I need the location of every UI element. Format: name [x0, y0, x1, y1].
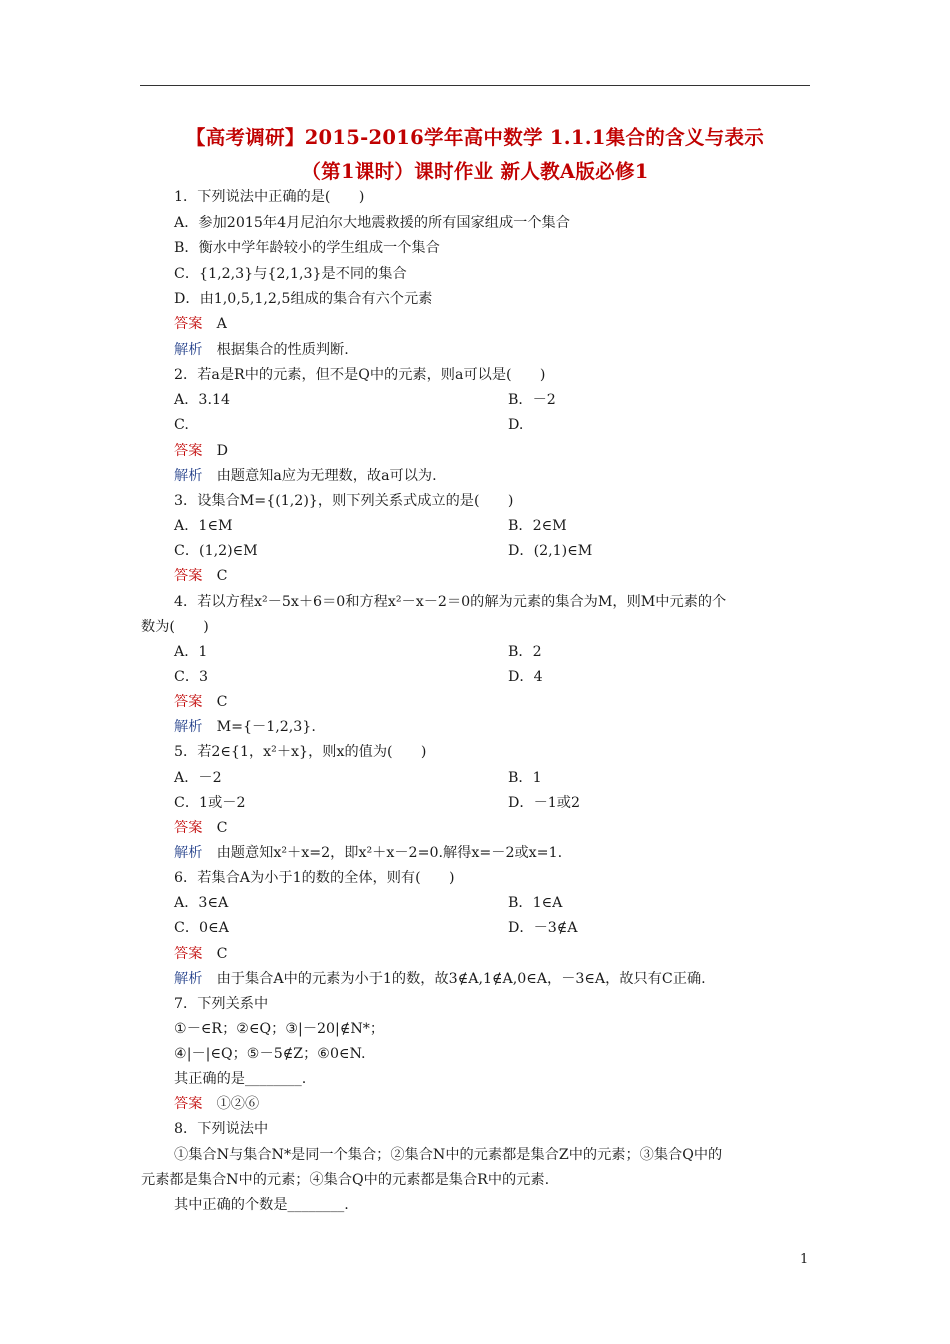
line-text: 1．下列说法中正确的是( ) [174, 189, 365, 205]
line-text: B．2∈M [508, 518, 567, 534]
line-text: C．0∈A [174, 920, 229, 936]
text-line-j5 [174, 843, 562, 863]
text-line-q1b [174, 238, 440, 258]
text-line-q8 [174, 1119, 268, 1139]
text-line-a1 [174, 314, 227, 334]
text-line-q5b [508, 768, 542, 788]
line-text: ①②⑥ [202, 1096, 260, 1112]
text-line-q4w [141, 617, 209, 637]
text-line-a5 [174, 818, 227, 838]
line-text: A．3∈A [174, 895, 229, 911]
line-text: 其正确的是________. [174, 1071, 307, 1087]
line-text: 数为( ) [141, 619, 209, 635]
line-text: D．－1或2 [508, 795, 580, 811]
text-line-q7 [174, 994, 268, 1014]
line-text: 由题意知a应为无理数，故a可以为. [202, 468, 437, 484]
line-text: ④|－|∈Q；⑤－5∉Z；⑥0∈N. [174, 1046, 366, 1062]
text-line-q4a [174, 642, 207, 662]
line-text: A．1 [174, 644, 208, 660]
line-text: 7．下列关系中 [174, 996, 269, 1012]
text-line-q1 [174, 187, 364, 207]
line-text: 其中正确的个数是________. [174, 1197, 349, 1213]
line-text: D. [508, 417, 524, 433]
answer-label: 答案 [174, 568, 203, 584]
line-text: C [202, 568, 228, 584]
text-line-q5a [174, 768, 222, 788]
line-text: D [202, 443, 228, 459]
document-title-line-2: （第1课时）课时作业 新人教A版必修1 [301, 160, 649, 183]
text-line-q5 [174, 742, 426, 762]
line-text: B．2 [508, 644, 542, 660]
line-text: D．(2,1)∈M [508, 543, 593, 559]
line-text: C．{1,2,3}与{2,1,3}是不同的集合 [174, 266, 407, 282]
text-line-q4c [174, 667, 208, 687]
line-text: 由题意知x²＋x=2，即x²＋x－2=0.解得x=－2或x=1. [202, 845, 563, 861]
text-line-q2c [174, 415, 189, 435]
line-text: C [202, 946, 228, 962]
analysis-label: 解析 [174, 342, 203, 358]
text-line-q2d [508, 415, 523, 435]
answer-label: 答案 [174, 694, 203, 710]
text-line-q4 [174, 592, 726, 612]
text-line-q3 [174, 491, 513, 511]
analysis-label: 解析 [174, 719, 203, 735]
line-text: 6．若集合A为小于1的数的全体，则有( ) [174, 870, 455, 886]
text-line-q1a [174, 213, 570, 233]
line-text: C [202, 694, 228, 710]
answer-label: 答案 [174, 946, 203, 962]
answer-label: 答案 [174, 316, 203, 332]
text-line-q1c [174, 264, 407, 284]
text-line-q8r2 [141, 1170, 549, 1190]
text-line-q8r3 [174, 1195, 349, 1215]
text-line-q6a [174, 893, 228, 913]
text-line-q5d [508, 793, 580, 813]
text-line-j1 [174, 340, 349, 360]
analysis-label: 解析 [174, 468, 203, 484]
line-text: C．3 [174, 669, 209, 685]
text-line-q7r2 [174, 1044, 366, 1064]
line-text: ①－∈R；②∈Q；③|－20|∉N*； [174, 1021, 385, 1037]
text-line-q3c [174, 541, 258, 561]
line-text: C．1或－2 [174, 795, 246, 811]
line-text: 8．下列说法中 [174, 1121, 269, 1137]
text-line-q6d [508, 918, 578, 938]
line-text: D．4 [508, 669, 543, 685]
text-line-q4b [508, 642, 542, 662]
text-line-q8r1 [174, 1145, 722, 1165]
line-text: C [202, 820, 228, 836]
answer-label: 答案 [174, 820, 203, 836]
text-line-a2 [174, 441, 228, 461]
line-text: A．－2 [174, 770, 222, 786]
text-line-j6 [174, 969, 706, 989]
analysis-label: 解析 [174, 845, 203, 861]
line-text: A．3.14 [174, 392, 231, 408]
line-text: 元素都是集合N中的元素；④集合Q中的元素都是集合R中的元素. [141, 1172, 550, 1188]
text-line-q6b [508, 893, 562, 913]
page-number: 1 [800, 1252, 809, 1267]
text-line-q6c [174, 918, 229, 938]
text-line-q1d [174, 289, 432, 309]
text-line-q3b [508, 516, 567, 536]
answer-label: 答案 [174, 1096, 203, 1112]
text-line-j4 [174, 717, 316, 737]
document-title-line-1: 【高考调研】2015-2016学年高中数学 1.1.1集合的含义与表示 [185, 126, 765, 149]
text-line-q7r3 [174, 1069, 306, 1089]
line-text: 5．若2∈{1，x²＋x}，则x的值为( ) [174, 744, 427, 760]
text-line-q3a [174, 516, 233, 536]
analysis-label: 解析 [174, 971, 203, 987]
line-text: A [202, 316, 227, 332]
line-text: D．由1,0,5,1,2,5组成的集合有六个元素 [174, 291, 433, 307]
line-text: D．－3∉A [508, 920, 578, 936]
text-line-a7 [174, 1094, 259, 1114]
line-text: 2．若a是R中的元素，但不是Q中的元素，则a可以是( ) [174, 367, 546, 383]
text-line-q2 [174, 365, 545, 385]
line-text: 根据集合的性质判断. [202, 342, 349, 358]
header-rule [140, 85, 810, 86]
text-line-a4 [174, 692, 227, 712]
line-text: C．(1,2)∈M [174, 543, 258, 559]
text-line-q4d [508, 667, 543, 687]
line-text: B．－2 [508, 392, 556, 408]
text-line-q2b [508, 390, 556, 410]
line-text: M={－1,2,3}. [202, 719, 316, 735]
line-text: 由于集合A中的元素为小于1的数，故3∉A,1∉A,0∈A，－3∈A，故只有C正确. [202, 971, 706, 987]
line-text: C. [174, 417, 189, 433]
text-line-a3 [174, 566, 227, 586]
line-text: A．1∈M [174, 518, 233, 534]
text-line-q2a [174, 390, 230, 410]
line-text: A．参加2015年4月尼泊尔大地震救援的所有国家组成一个集合 [174, 215, 570, 231]
line-text: B．1∈A [508, 895, 563, 911]
text-line-a6 [174, 944, 227, 964]
line-text: 3．设集合M={(1,2)}，则下列关系式成立的是( ) [174, 493, 514, 509]
line-text: 4．若以方程x²－5x＋6＝0和方程x²－x－2＝0的解为元素的集合为M，则M中元素的个 [174, 594, 727, 610]
text-line-q7r1 [174, 1019, 384, 1039]
line-text: B．衡水中学年龄较小的学生组成一个集合 [174, 240, 440, 256]
line-text: B．1 [508, 770, 542, 786]
text-line-q3d [508, 541, 592, 561]
answer-label: 答案 [174, 443, 203, 459]
line-text: ①集合N与集合N*是同一个集合；②集合N中的元素都是集合Z中的元素；③集合Q中的 [174, 1147, 723, 1163]
text-line-q5c [174, 793, 245, 813]
text-line-q6 [174, 868, 455, 888]
text-line-j2 [174, 466, 437, 486]
